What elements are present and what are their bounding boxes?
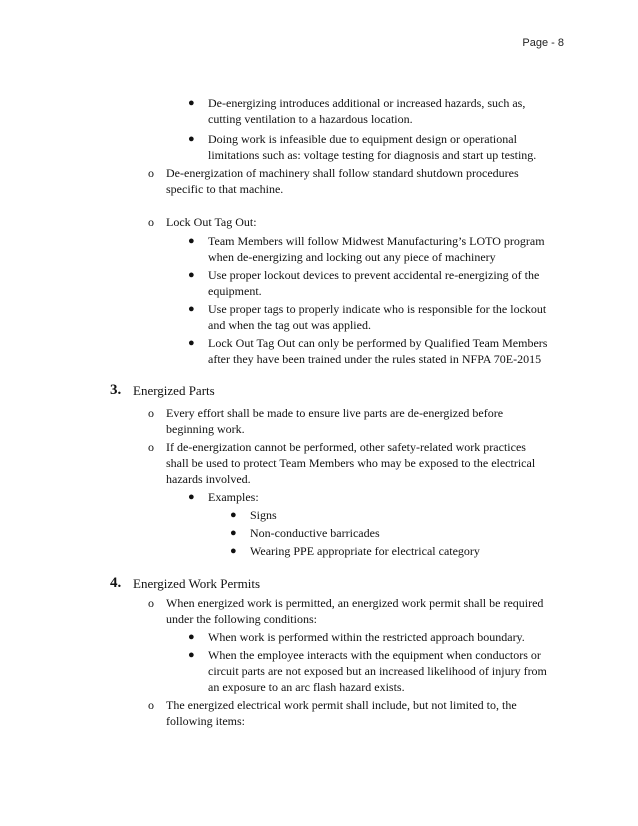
bullet-icon: ● (188, 97, 195, 109)
bullet-text: and when the tag out was applied. (208, 318, 371, 332)
list-item-text: The energized electrical work permit shall include, but not limited to, the (166, 698, 517, 712)
bullet-icon: ● (188, 631, 195, 643)
bullet-icon: ● (188, 235, 195, 247)
list-item-text: When energized work is permitted, an energized work permit shall be required (166, 596, 544, 610)
list-item-text: Lock Out Tag Out: (166, 215, 257, 229)
list-item-text: De-energization of machinery shall follow standard shutdown procedures (166, 166, 519, 180)
bullet-text: When work is performed within the restricted approach boundary. (208, 630, 525, 644)
bullet-text: an exposure to an arc flash hazard exists. (208, 680, 405, 694)
bullet-icon: ● (188, 491, 195, 503)
list-item-text: beginning work. (166, 422, 245, 436)
list-marker: o (148, 166, 154, 180)
list-marker: o (148, 215, 154, 229)
example-item: Non-conductive barricades (250, 526, 380, 540)
bullet-text: When the employee interacts with the equipment when conductors or (208, 648, 541, 662)
bullet-text: Doing work is infeasible due to equipment design or operational (208, 132, 517, 146)
list-item-text: following items: (166, 714, 245, 728)
section-title: Energized Work Permits (133, 576, 261, 591)
list-item-text: under the following conditions: (166, 612, 317, 626)
bullet-text: equipment. (208, 284, 262, 298)
bullet-text: De-energizing introduces additional or increased hazards, such as, (208, 96, 526, 110)
bullet-text: Use proper lockout devices to prevent accidental re-energizing of the (208, 268, 540, 282)
bullet-icon: ● (188, 337, 195, 349)
bullet-icon: ● (188, 303, 195, 315)
list-marker: o (148, 596, 154, 610)
list-item-text: hazards involved. (166, 472, 251, 486)
bullet-text: limitations such as: voltage testing for diagnosis and start up testing. (208, 148, 537, 162)
bullet-icon: ● (230, 527, 237, 539)
list-item-text: shall be used to protect Team Members who may be exposed to the electrical (166, 456, 536, 470)
bullet-text: Team Members will follow Midwest Manufacturing’s LOTO program (208, 234, 545, 248)
bullet-text: Use proper tags to properly indicate who is responsible for the lockout (208, 302, 547, 316)
list-item-text: If de-energization cannot be performed, other safety-related work practices (166, 440, 526, 454)
bullet-icon: ● (230, 545, 237, 557)
list-marker: o (148, 698, 154, 712)
list-marker: o (148, 440, 154, 454)
bullet-icon: ● (188, 649, 195, 661)
list-marker: o (148, 406, 154, 420)
section-number: 4. (110, 575, 122, 591)
list-item-text: Every effort shall be made to ensure live parts are de-energized before (166, 406, 504, 420)
examples-label: Examples: (208, 490, 259, 504)
bullet-text: when de-energizing and locking out any piece of machinery (208, 250, 496, 264)
bullet-icon: ● (188, 133, 195, 145)
example-item: Signs (250, 508, 277, 522)
bullet-icon: ● (188, 269, 195, 281)
page-number: Page - 8 (522, 37, 564, 49)
list-item-text: specific to that machine. (166, 182, 284, 196)
section-title: Energized Parts (133, 383, 215, 398)
bullet-icon: ● (230, 509, 237, 521)
bullet-text: circuit parts are not exposed but an increased likelihood of injury from (208, 664, 547, 678)
example-item: Wearing PPE appropriate for electrical category (250, 544, 480, 558)
section-number: 3. (110, 382, 122, 398)
bullet-text: after they have been trained under the rules stated in NFPA 70E-2015 (208, 352, 542, 366)
bullet-text: cutting ventilation to a hazardous location. (208, 112, 413, 126)
bullet-text: Lock Out Tag Out can only be performed by Qualified Team Members (208, 336, 548, 350)
